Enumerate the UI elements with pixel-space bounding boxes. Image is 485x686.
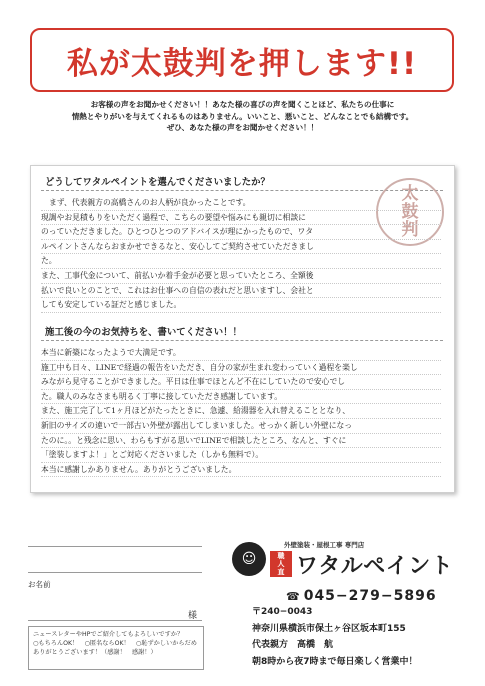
answer-2-line: た。職人のみなさまも明るく丁寧に接していただき感謝しています。 — [41, 390, 441, 405]
address: 神奈川県横浜市保土ヶ谷区坂本町155 — [252, 623, 406, 634]
answer-2-line: 本当に新築になったようで大満足です。 — [41, 346, 441, 361]
answer-1-line: 現調やお見積もりをいただく過程で、こちらの要望や悩みにも親切に相談に — [41, 211, 441, 226]
intro-message — [40, 99, 445, 134]
business-hours: 朝8時から夜7時まで毎日楽しく営業中！ — [252, 656, 418, 667]
answer-1-line: た。 — [41, 254, 441, 269]
honorific-label: 様 — [188, 611, 198, 621]
answer-1-line: のっていただきました。ひとつひとつのアドバイスが理にかったもので、ワタ — [41, 225, 441, 240]
stamp-char: 太 — [401, 184, 419, 204]
craftsman-badge — [270, 551, 292, 577]
answer-1-line: まず、代表親方の高橋さんのお人柄が良かったことです。 — [41, 196, 441, 211]
intro-line: 情熱とやりがいを与えてくれるものはありません。いいこと、悪いこと、どんなことでも結構です。 — [71, 111, 414, 121]
company-info — [252, 604, 418, 670]
answer-2-line: 新旧のサイズの違いで一部古い外壁が露出してしまいました。せっかく新しい外壁になっ — [41, 419, 441, 434]
newsletter-consent-box[interactable] — [28, 626, 204, 670]
company-name: ワタルペイント — [296, 554, 454, 579]
question-2-divider — [41, 340, 443, 341]
answer-2-line: みながら見守ることができました。平日は仕事でほとんど不在にしていたので安心でし — [41, 375, 441, 390]
intro-line: ぜひ、あなた様の声をお聞かせください！！ — [166, 123, 319, 132]
name-label: お名前 — [28, 580, 51, 589]
newsletter-thanks: ありがとうございます！（感謝！ 感謝！） — [33, 649, 157, 656]
postal-code: 〒240−0043 — [252, 607, 313, 617]
headline-banner — [30, 28, 454, 92]
answer-2-line: たのに。。と残念に思い、わらもすがる思いでLINEで相談したところ、なんと、すぐに — [41, 434, 441, 449]
phone-number-text: 045−279−5896 — [303, 588, 437, 604]
phone-number[interactable] — [286, 588, 437, 604]
badge-char: 職 — [277, 552, 285, 560]
question-1: どうしてワタルペイントを選んでくださいましたか？ — [45, 177, 270, 188]
badge-char: 直 — [277, 568, 285, 576]
representative: 代表親方 高橋 航 — [252, 640, 334, 650]
name-furigana-line[interactable] — [28, 546, 202, 547]
name-line[interactable] — [28, 572, 202, 573]
company-tagline: 外壁塗装・屋根工事 専門店 — [284, 541, 365, 549]
answer-2 — [41, 346, 441, 477]
answer-2-line: 「塗装しますよ！」とご対応くださいました（しかも無料で）。 — [41, 448, 441, 463]
wataru-paint-mascot-icon: ☺ — [232, 542, 266, 576]
answer-1-line: また、工事代金について、前払いか着手金が必要と思っていたところ、全額後 — [41, 269, 441, 284]
answer-2-line: 施工中も日々、LINEで経過の報告をいただき、自分の家が生まれ変わっていく過程を楽し — [41, 361, 441, 376]
intro-line: お客様の声をお聞かせください！！あなた様の喜びの声を聞くことほど、私たちの仕事に — [90, 100, 395, 109]
newsletter-options[interactable]: ○もちろんOK！ ○匿名ならOK！ ○恥ずかしいからだめ — [33, 640, 197, 647]
answer-1 — [41, 196, 441, 313]
answer-1-line: 払いで良いとのことで、これはお仕事への自信の表れだと思いますし、会社と — [41, 284, 441, 299]
badge-char: 人 — [277, 560, 285, 568]
answer-2-line: また、施工完了して1ヶ月ほどがたったときに、急遽、給湯器を入れ替えることとなり、 — [41, 404, 441, 419]
answer-1-line: しても安定している証だと感じました。 — [41, 298, 441, 313]
answer-2-line: 本当に感謝しかありません。ありがとうございました。 — [41, 463, 441, 478]
telephone-icon: ☎ — [286, 590, 301, 603]
question-2: 施工後の今のお気持ちを、書いてください！！ — [45, 327, 242, 338]
company-logo — [232, 540, 452, 580]
stamp-char: 判 — [401, 220, 419, 240]
name-signature-line[interactable] — [28, 620, 202, 621]
testimonial-card — [30, 165, 455, 493]
stamp-char: 鼓 — [401, 202, 419, 222]
headline-title: 私が太鼓判を押します!! — [66, 45, 418, 82]
answer-1-line: ルペイントさんならおまかせできるなと、安心してご契約させていただきまし — [41, 240, 441, 255]
newsletter-question: ニュースレターやHPでご紹介してもよろしいですか？ — [33, 631, 184, 638]
